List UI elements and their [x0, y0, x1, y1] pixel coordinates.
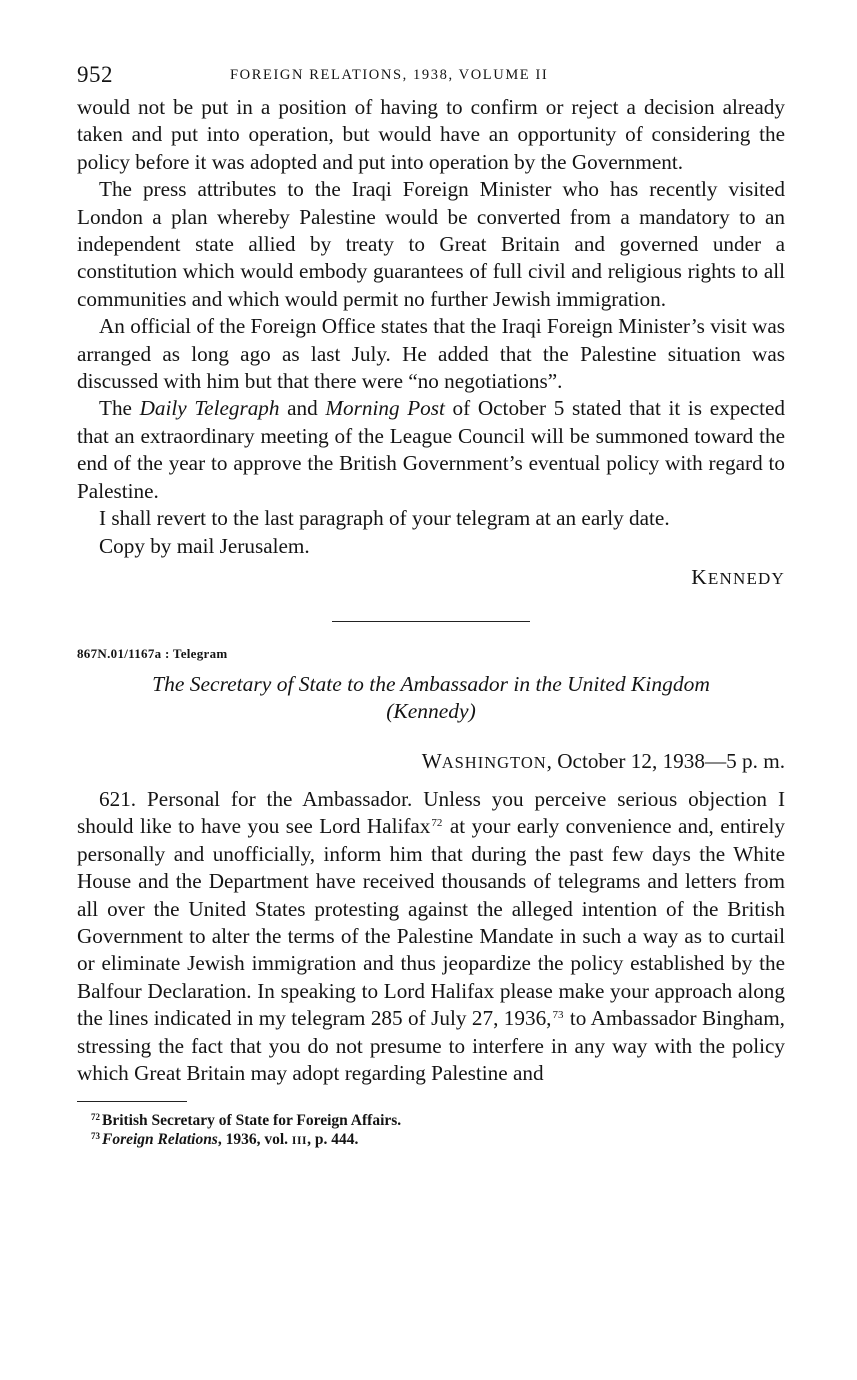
- telegram-text-part-1: 621. Personal for the Ambassador. Unless you perceive serious objection I should like to have you see Lord Halifax: [77, 786, 785, 839]
- para4-and: and: [279, 396, 326, 421]
- telegram-text-part-3: to Ambassador Bingham, stressing the fact that you do not presume to interfere in any way with the policy which Great Britain may adopt regarding Palestine and: [77, 1006, 785, 1085]
- newspaper-morning-post: Morning Post: [325, 396, 445, 421]
- footnote-73: [77, 1130, 785, 1151]
- signature-initial: K: [691, 564, 708, 589]
- section-divider: [332, 621, 530, 622]
- para4-rest: of October 5 stated that it is expected that an extraordinary meeting of the League Council will be summoned toward the end of the year to approve the British Government’s eventual policy with regard to Palestine.: [77, 396, 785, 503]
- newspaper-daily-telegraph: Daily Telegraph: [139, 396, 280, 421]
- footnote-number: 72: [91, 1112, 100, 1123]
- footnote-text-after-vol: , p. 444.: [307, 1131, 359, 1149]
- paragraph-press-report: [77, 395, 785, 505]
- footnote-72: [77, 1111, 785, 1130]
- footnote-ref-73: 73: [552, 1009, 564, 1022]
- document-heading: [77, 671, 785, 725]
- dateline-place-initial: W: [421, 748, 442, 773]
- dateline-date: , October 12, 1938—5 p. m.: [546, 748, 785, 773]
- telegram-paragraph: [77, 786, 785, 1087]
- second-document-body: [77, 786, 785, 1087]
- paragraph-iraqi-plan: The press attributes to the Iraqi Foreign Minister who has recently visited London a plan whereby Palestine would be converted from a mandatory to an independent state allied by treaty to Great Britain and governed under a constitution which would embody guarantees of full civil and religious rights to all communities and which would permit no further Jewish immigration.: [77, 177, 785, 311]
- running-header: [77, 60, 785, 94]
- document-page: [77, 60, 785, 1151]
- heading-line-2: (Kennedy): [386, 698, 476, 723]
- telegram-text-part-2: at your early convenience and, entirely personally and unofficially, inform him that during the past few days the White House and the Department have received thousands of telegrams and letters from all over the United States protesting against the alleged intention of the British Government to alter the terms of the Palestine Mandate in such a way as to curtail or eliminate Jewish immigration and thus jeopardize the policy established by the Balfour Declaration. In speaking to Lord Halifax please make your approach along the lines indicated in my telegram 285 of July 27, 1936,: [77, 814, 785, 1031]
- signature-kennedy: [77, 564, 785, 590]
- footnote-text: British Secretary of State for Foreign Affairs.: [102, 1112, 402, 1130]
- first-document-body: [77, 94, 785, 560]
- dateline-place-rest: ASHINGTON: [441, 752, 547, 772]
- paragraph-foreign-office: An official of the Foreign Office states that the Iraqi Foreign Minister’s visit was arranged as long ago as last July. He added that the Palestine situation was discussed with him but that there were “no negotiations”.: [77, 314, 785, 394]
- file-reference: 867N.01/1167a : Telegram: [77, 645, 228, 661]
- paragraph-copy-by-mail: Copy by mail Jerusalem.: [99, 533, 310, 558]
- footnote-title: Foreign Relations: [102, 1131, 218, 1149]
- page-number: 952: [77, 62, 113, 87]
- dateline: [77, 747, 785, 775]
- footnote-rule: [77, 1101, 187, 1102]
- footnote-number: 73: [91, 1131, 100, 1142]
- heading-line-1: The Secretary of State to the Ambassador in the United Kingdom: [152, 671, 710, 696]
- paragraph-continuation: would not be put in a position of having to confirm or reject a decision already taken and put into operation, but would have an opportunity of considering the policy before it was adopted and put into operation by the Government.: [77, 95, 785, 174]
- footnote-ref-72: 72: [431, 817, 443, 830]
- footnotes: [77, 1111, 785, 1151]
- footnote-vol-numeral: III: [291, 1135, 308, 1148]
- signature-rest: ENNEDY: [707, 568, 785, 588]
- running-title: FOREIGN RELATIONS, 1938, VOLUME II: [230, 67, 549, 83]
- para4-lead: The: [99, 396, 140, 421]
- footnote-text-before-vol: , 1936, vol.: [217, 1131, 292, 1149]
- paragraph-revert: I shall revert to the last paragraph of your telegram at an early date.: [99, 506, 670, 531]
